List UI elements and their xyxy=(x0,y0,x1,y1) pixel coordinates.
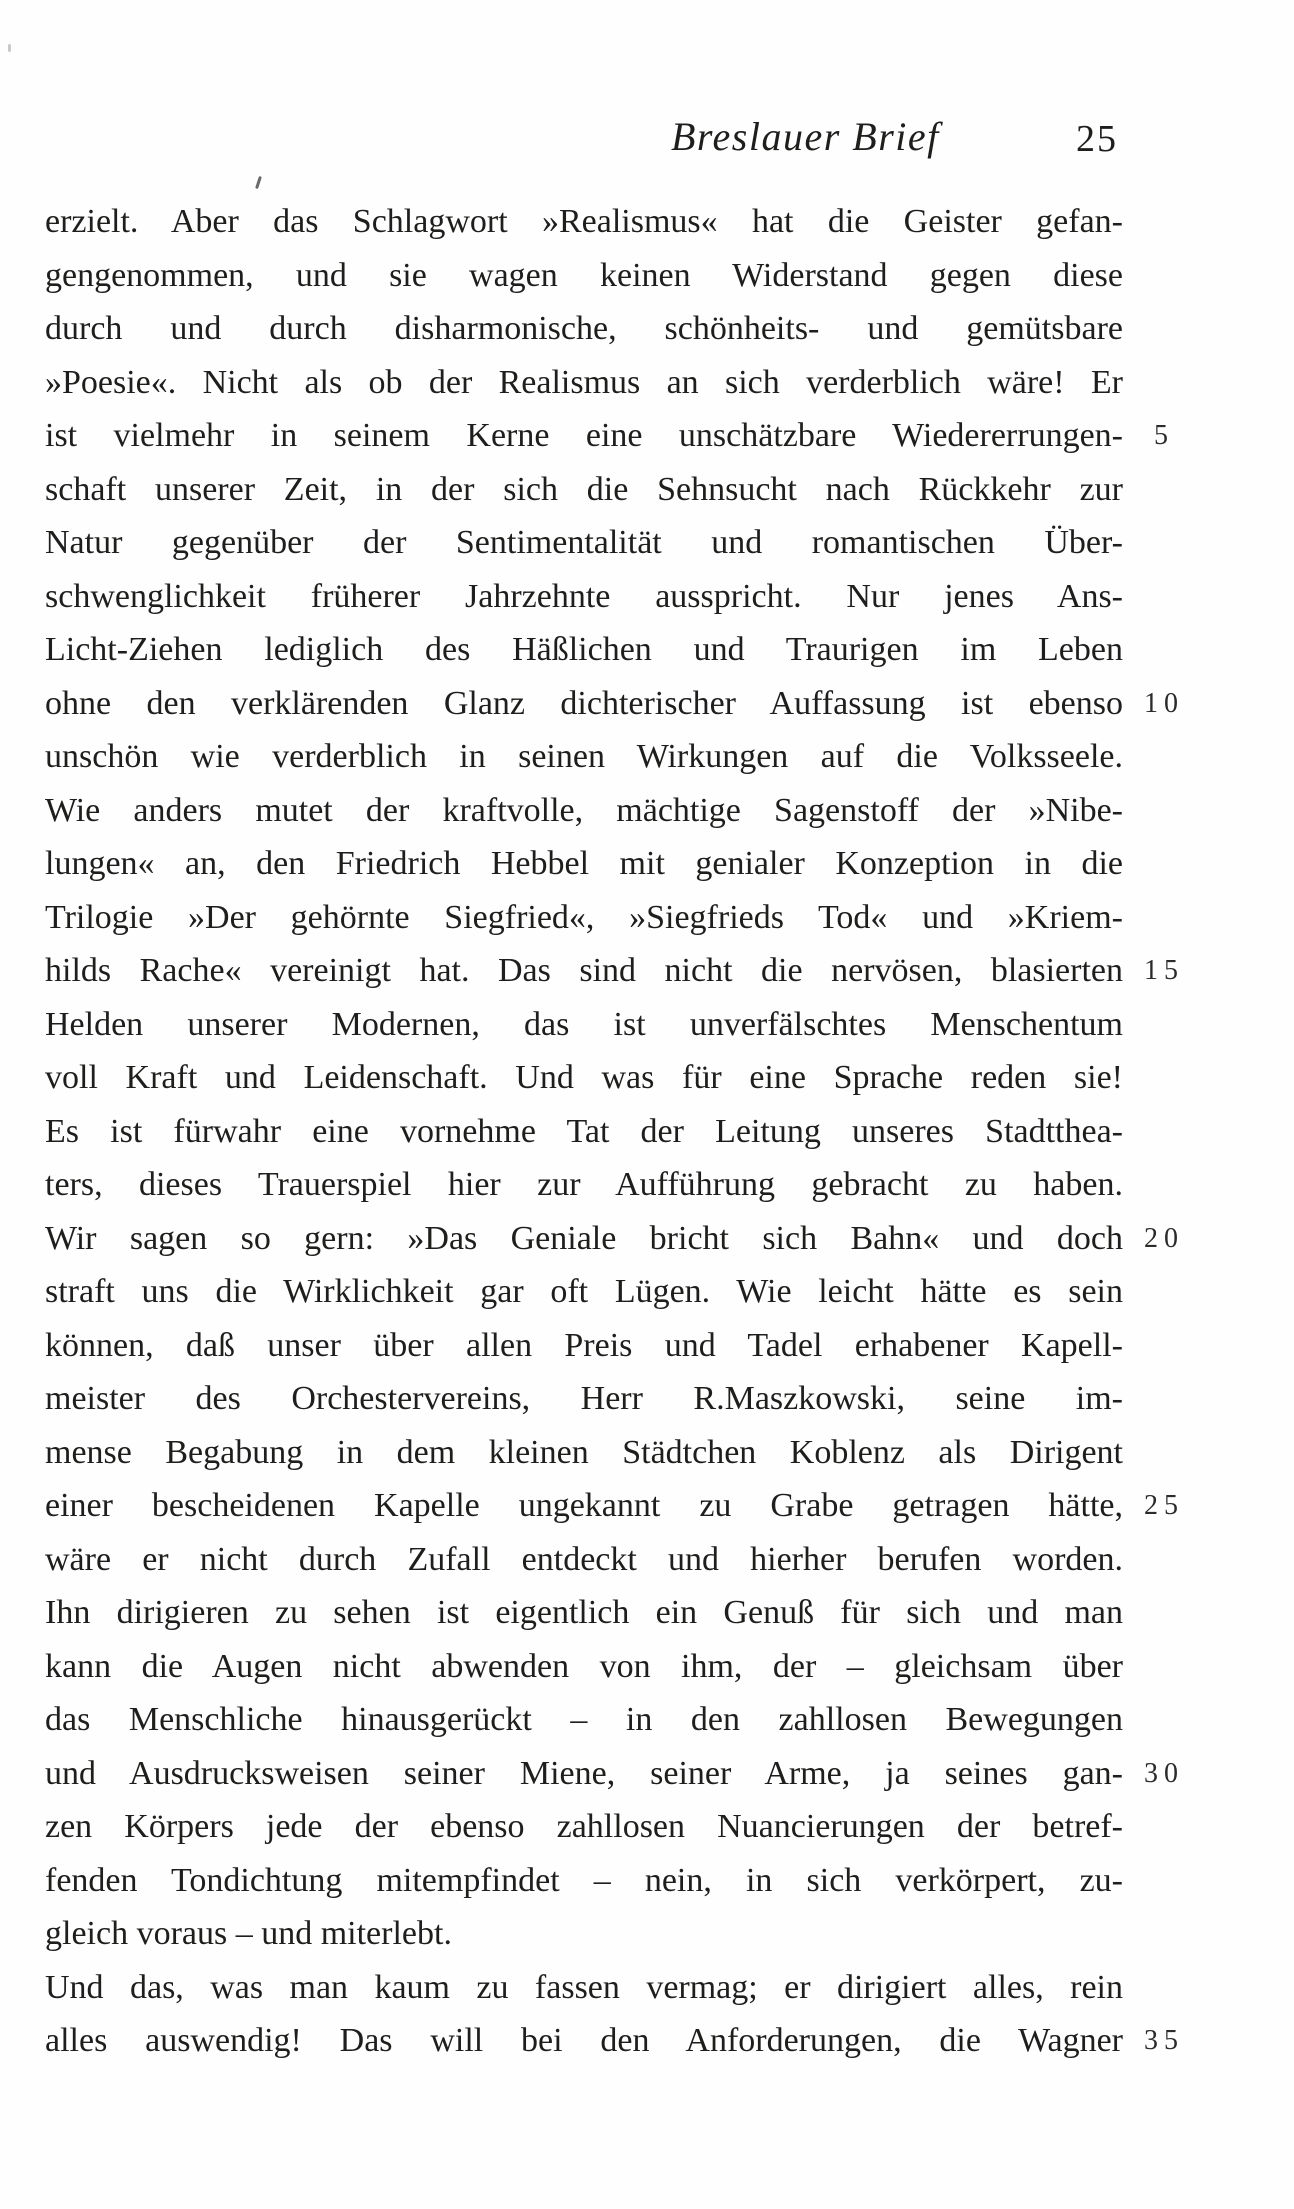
text-line: gengenommen, und sie wagen keinen Widerstand gegen diese xyxy=(45,256,1123,294)
text-line: mense Begabung in dem kleinen Städtchen Koblenz als Dirigent xyxy=(45,1433,1123,1471)
text-line: Natur gegenüber der Sentimentalität und romantischen Über- xyxy=(45,524,1123,561)
text-line: Wir sagen so gern: »Das Geniale bricht sich Bahn« und doch xyxy=(45,1219,1123,1257)
text-line: ist vielmehr in seinem Kerne eine unschätzbare Wiedererrungen- xyxy=(45,417,1123,454)
text-line: einer bescheidenen Kapelle ungekannt zu Grabe getragen hätte, xyxy=(45,1487,1123,1524)
text-line: schwenglichkeit früherer Jahrzehnte ausspricht. Nur jenes Ans- xyxy=(45,577,1123,615)
text-line: das Menschliche hinausgerückt – in den zahllosen Bewegungen xyxy=(45,1701,1123,1738)
text-line: kann die Augen nicht abwenden von ihm, der – gleichsam über xyxy=(45,1647,1123,1685)
page-number: 25 xyxy=(1076,118,1118,160)
margin-line-number: 35 xyxy=(1144,2025,1184,2056)
text-line: straft uns die Wirklichkeit gar oft Lügen. Wie leicht hätte es sein xyxy=(45,1273,1123,1310)
text-line: ohne den verklärenden Glanz dichterischer Auffassung ist ebenso xyxy=(45,684,1123,722)
text-line: Trilogie »Der gehörnte Siegfried«, »Siegfrieds Tod« und »Kriem- xyxy=(45,898,1123,936)
text-line: »Poesie«. Nicht als ob der Realismus an sich verderblich wäre! Er xyxy=(45,363,1123,401)
margin-line-number: 5 xyxy=(1154,420,1174,451)
text-line: hilds Rache« vereinigt hat. Das sind nicht die nervösen, blasierten xyxy=(45,952,1123,989)
margin-line-number: 10 xyxy=(1144,687,1184,719)
text-line: Ihn dirigieren zu sehen ist eigentlich ein Genuß für sich und man xyxy=(45,1594,1123,1631)
running-title: Breslauer Brief xyxy=(671,114,940,159)
text-line: Wie anders mutet der kraftvolle, mächtige Sagenstoff der »Nibe- xyxy=(45,791,1123,829)
text-line: Licht-Ziehen lediglich des Häßlichen und Traurigen im Leben xyxy=(45,631,1123,668)
text-line: gleich voraus – und miterlebt. xyxy=(45,1915,452,1952)
margin-line-number: 25 xyxy=(1144,1490,1184,1521)
margin-line-number: 30 xyxy=(1144,1757,1184,1789)
text-line: fenden Tondichtung mitempfindet – nein, in sich verkörpert, zu- xyxy=(45,1861,1123,1899)
text-line: durch und durch disharmonische, schönheits- und gemütsbare xyxy=(45,310,1123,347)
text-line: alles auswendig! Das will bei den Anforderungen, die Wagner xyxy=(45,2022,1123,2059)
text-line: und Ausdrucksweisen seiner Miene, seiner Arme, ja seines gan- xyxy=(45,1754,1123,1792)
text-line: unschön wie verderblich in seinen Wirkungen auf die Volksseele. xyxy=(45,738,1123,775)
margin-line-number: 20 xyxy=(1144,1222,1184,1254)
text-line: Und das, was man kaum zu fassen vermag; er dirigiert alles, rein xyxy=(45,1968,1123,2006)
text-line: wäre er nicht durch Zufall entdeckt und hierher berufen worden. xyxy=(45,1540,1123,1578)
text-block xyxy=(45,195,1123,2068)
text-line: schaft unserer Zeit, in der sich die Sehnsucht nach Rückkehr zur xyxy=(45,470,1123,508)
page-header xyxy=(0,112,1294,162)
text-line: ters, dieses Trauerspiel hier zur Aufführung gebracht zu haben. xyxy=(45,1166,1123,1203)
text-line: Helden unserer Modernen, das ist unverfälschtes Menschentum xyxy=(45,1005,1123,1043)
text-line: erzielt. Aber das Schlagwort »Realismus« hat die Geister gefan- xyxy=(45,203,1123,240)
text-line: meister des Orchestervereins, Herr R.Maszkowski, seine im- xyxy=(45,1380,1123,1417)
text-line: können, daß unser über allen Preis und Tadel erhabener Kapell- xyxy=(45,1326,1123,1364)
text-line: Es ist fürwahr eine vornehme Tat der Leitung unseres Stadtthea- xyxy=(45,1112,1123,1150)
scan-speck xyxy=(255,176,262,189)
margin-line-number: 15 xyxy=(1144,955,1184,986)
scan-speck xyxy=(8,44,11,52)
text-line: lungen« an, den Friedrich Hebbel mit genialer Konzeption in die xyxy=(45,845,1123,882)
text-line: voll Kraft und Leidenschaft. Und was für eine Sprache reden sie! xyxy=(45,1059,1123,1096)
text-line: zen Körpers jede der ebenso zahllosen Nuancierungen der betref- xyxy=(45,1808,1123,1845)
